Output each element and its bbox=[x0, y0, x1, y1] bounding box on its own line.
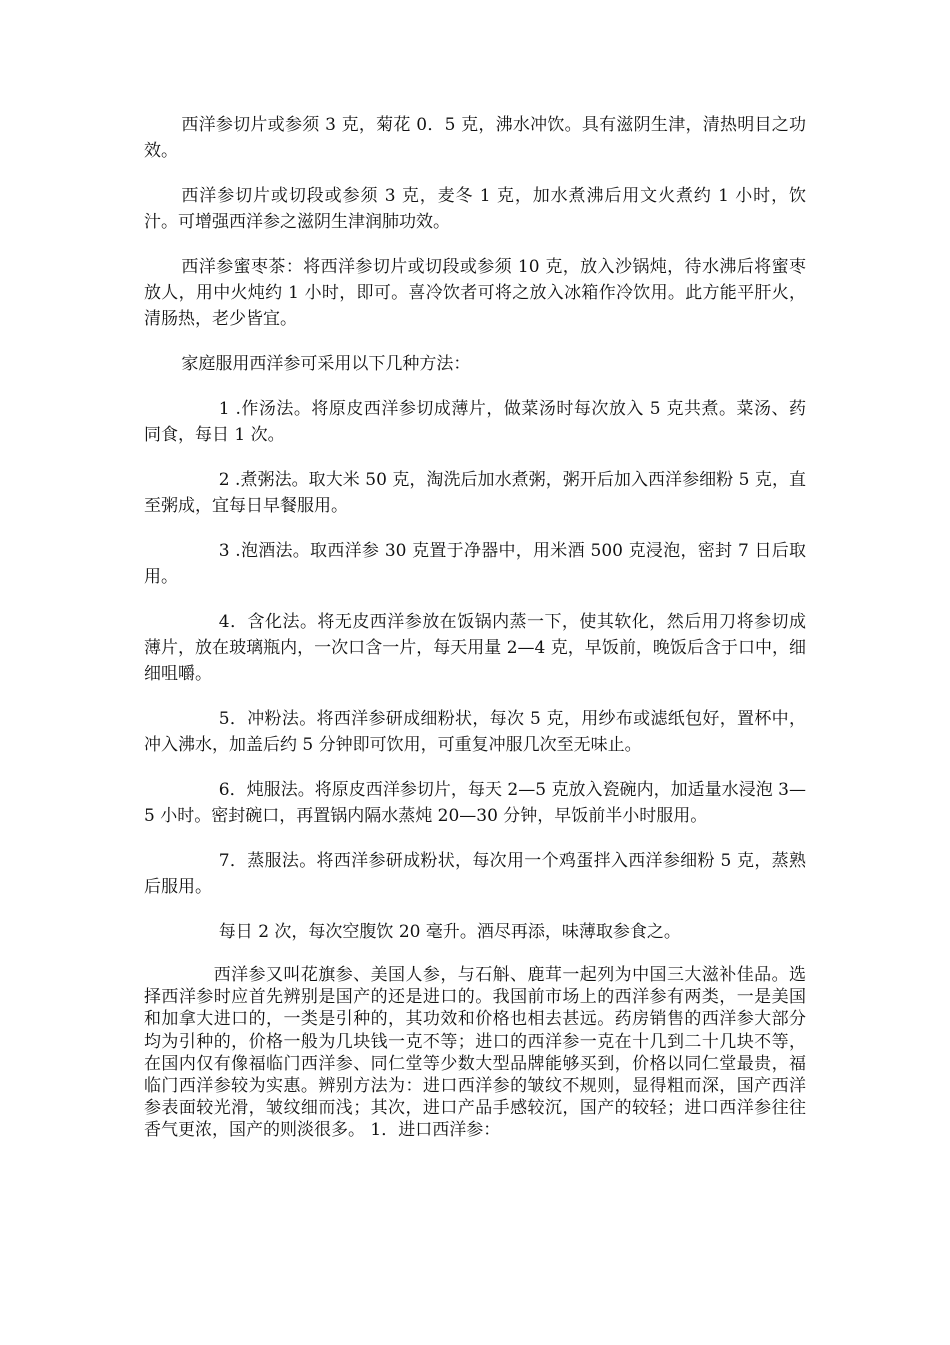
method-item-5: 5．冲粉法。将西洋参研成细粉状，每次 5 克，用纱布或滤纸包好，置杯中，冲入沸水，加盖后约 5 分钟即可饮用，可重复冲服几次至无味止。 bbox=[144, 709, 806, 755]
final-paragraph: 西洋参又叫花旗参、美国人参，与石斛、鹿茸一起列为中国三大滋补佳品。选择西洋参时应首先辨别是国产的还是进口的。我国前市场上的西洋参有两类，一是美国和加拿大进口的，一类是引种的，其功效和价格也相去甚远。药房销售的西洋参大部分均为引种的，价格一般为几块钱一克不等；进口的西洋参一克在十几到二十几块不等，在国内仅有像福临门西洋参、同仁堂等少数大型品牌能够买到，价格以同仁堂最贵，福临门西洋参较为实惠。辨别方法为：进口西洋参的皱纹不规则，显得粗而深，国产西洋参表面较光滑，皱纹细而浅；其次，进口产品手感较沉，国产的较轻；进口西洋参往往香气更浓，国产的则淡很多。 1．进口西洋参： bbox=[144, 965, 806, 1141]
recipe-paragraph-2: 西洋参切片或切段或参须 3 克，麦冬 1 克，加水煮沸后用文火煮约 1 小时，饮汁。可增强西洋参之滋阴生津润肺功效。 bbox=[144, 186, 806, 232]
method-item-1: 1 .作汤法。将原皮西洋参切成薄片，做菜汤时每次放入 5 克共煮。菜汤、药同食，每日 1 次。 bbox=[144, 399, 806, 445]
method-item-3: 3 .泡酒法。取西洋参 30 克置于净器中，用米酒 500 克浸泡，密封 7 日后取用。 bbox=[144, 541, 806, 587]
methods-intro: 家庭服用西洋参可采用以下几种方法： bbox=[181, 354, 471, 374]
closing-note: 每日 2 次，每次空腹饮 20 毫升。酒尽再添，味薄取参食之。 bbox=[218, 922, 681, 942]
method-item-6: 6．炖服法。将原皮西洋参切片，每天 2—5 克放入瓷碗内，加适量水浸泡 3—5 小时。密封碗口，再置锅内隔水蒸炖 20—30 分钟，早饭前半小时服用。 bbox=[144, 780, 806, 826]
method-item-7: 7．蒸服法。将西洋参研成粉状，每次用一个鸡蛋拌入西洋参细粉 5 克，蒸熟后服用。 bbox=[144, 851, 806, 897]
recipe-paragraph-3: 西洋参蜜枣茶：将西洋参切片或切段或参须 10 克，放入沙锅炖，待水沸后将蜜枣放人，用中火炖约 1 小时，即可。喜冷饮者可将之放入冰箱作冷饮用。此方能平肝火，清肠热，老少皆宜。 bbox=[144, 257, 806, 329]
document-page bbox=[144, 112, 806, 1142]
recipe-paragraph-1: 西洋参切片或参须 3 克，菊花 0．5 克，沸水冲饮。具有滋阴生津，清热明目之功效。 bbox=[144, 115, 806, 161]
method-item-2: 2 .煮粥法。取大米 50 克，淘洗后加水煮粥，粥开后加入西洋参细粉 5 克，直至粥成，宜每日早餐服用。 bbox=[144, 470, 806, 516]
method-item-4: 4．含化法。将无皮西洋参放在饭锅内蒸一下，使其软化，然后用刀将参切成薄片，放在玻璃瓶内，一次口含一片，每天用量 2—4 克，早饭前，晚饭后含于口中，细细咀嚼。 bbox=[144, 612, 806, 684]
